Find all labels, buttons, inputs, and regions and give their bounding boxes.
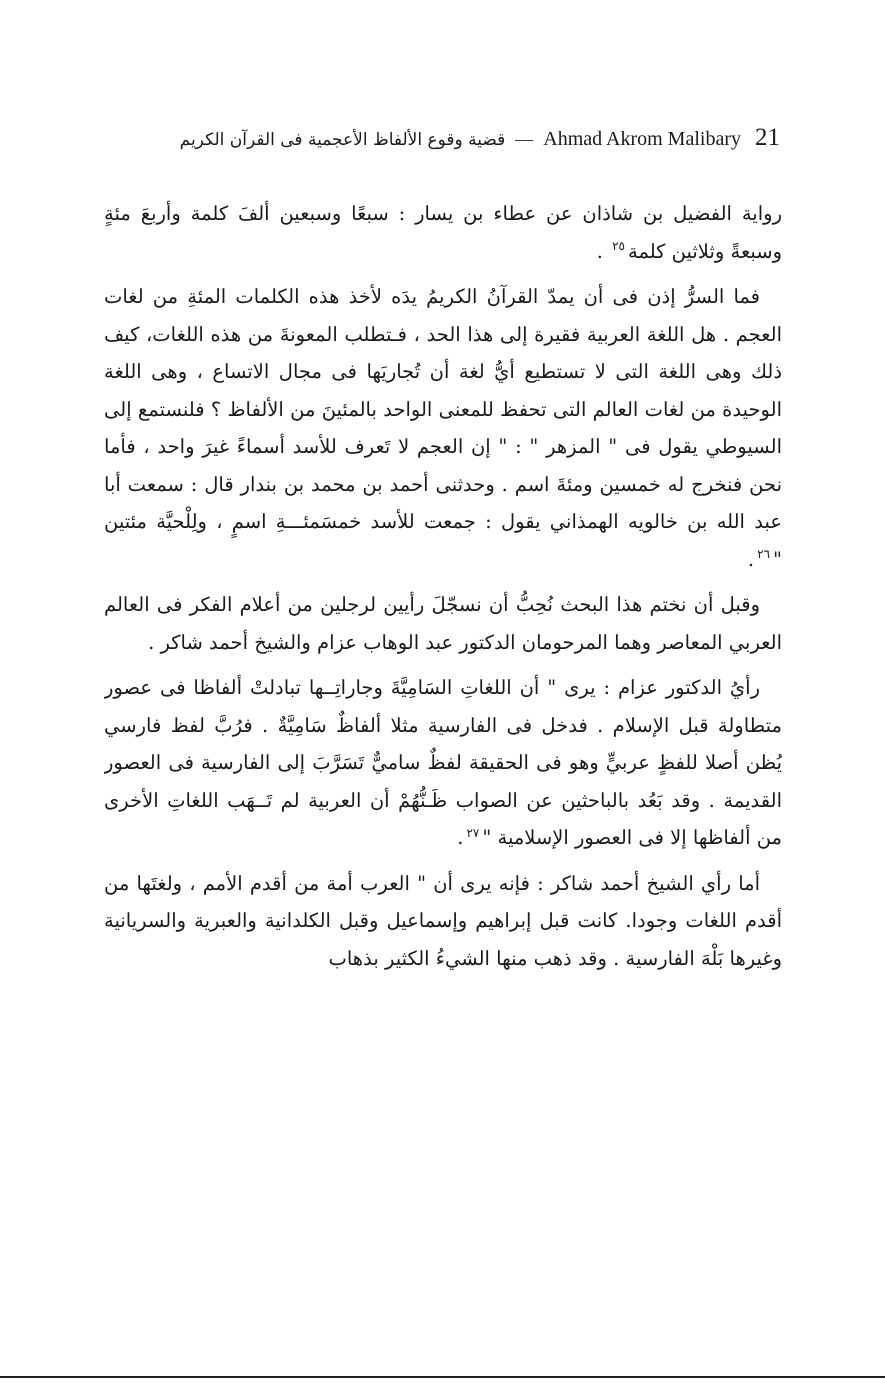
header-separator: — xyxy=(515,129,534,149)
footnote-marker: ٢٥ xyxy=(612,239,625,253)
running-title: قضية وقوع الألفاظ الأعجمية فى القرآن الكريم xyxy=(179,130,506,150)
paragraph-end: . xyxy=(747,547,755,571)
paragraph-4 xyxy=(104,669,782,857)
paragraph-end: . xyxy=(457,826,464,849)
body-text xyxy=(104,195,782,1245)
paragraph-2 xyxy=(104,278,782,578)
running-header xyxy=(0,118,780,158)
running-header-content xyxy=(180,124,780,152)
paragraph-text: رواية الفضيل بن شاذان عن عطاء بن يسار : سبعًا وسبعين ألفَ كلمة وأربعَ مئةٍ وسبعةً وثلاثين كلمة xyxy=(104,202,782,263)
paragraph-text: فما السرُّ إذن فى أن يمدّ القرآنُ الكريمُ يدَه لأخذ هذه الكلمات المئةِ من لغات العجم . هل اللغة العربية فقيرة إلى هذا الحد ، فـتطلب المعونةَ من هذه اللغات، كيف ذلك وهى اللغة التى لا تستطيع أيُّ لغة أن تُجاريَها فى مجال الاتساع ، وهى اللغة الوحيدة من لغات العالم التى تحفظ للمعنى الواحد بالمئينَ من الألفاظ ؟ فلنستمع إلى السيوطي يقول فى " المزهر " : " إن العجم لا تَعرف للأسد أسماءً غيرَ واحد ، فأما نحن فنخرج له خمسين ومئةَ اسم . وحدثنى أحمد بن محمد بن بندار قال : سمعت أبا عبد الله بن خالويه الهمذاني يقول : جمعت للأسد خمسَمئـــةِ اسمٍ ، ولِلْحيَّة مئتين " xyxy=(104,285,782,571)
paragraph-5 xyxy=(104,865,782,978)
paragraph-end: . xyxy=(596,239,610,263)
page-bottom-edge xyxy=(0,1376,885,1378)
paragraph-text: وقبل أن نختم هذا البحث نُحِبُّ أن نسجّلَ رأيين لرجلين من أعلام الفكر فى العالم العربي المعاصر وهما المرحومان الدكتور عبد الوهاب عزام والشيخ أحمد شاكر . xyxy=(104,593,782,654)
paragraph-3 xyxy=(104,586,782,661)
footnote-marker: ٢٦ xyxy=(757,547,771,561)
paragraph-text: رأيُ الدكتور عزام : يرى " أن اللغاتِ السَامِيَّةَ وجاراتِــها تبادلتْ ألفاظا فى عصور متطاولة قبل الإسلام . فدخل فى الفارسية مثلا ألفاظٌ سَامِيَّةٌ . فرُبَّ لفظ فارسي يُظن أصلا للفظٍ عربيٍّ وهو فى الحقيقة لفظٌ ساميٌّ تَسَرَّبَ إلى الفارسية فى العصور القديمة . وقد بَعُد بالباحثين عن الصواب ظَـنُّهُمْ أن العربية لم تَــهَب اللغاتِ الأخرى من ألفاظها إلا فى العصور الإسلامية " xyxy=(104,676,782,849)
paragraph-1 xyxy=(104,195,782,270)
page-number: 21 xyxy=(755,124,780,151)
footnote-marker: ٢٧ xyxy=(466,825,480,840)
author-name: Ahmad Akrom Malibary xyxy=(543,128,741,150)
paragraph-text: أما رأي الشيخ أحمد شاكر : فإنه يرى أن " العرب أمة من أقدم الأمم ، ولغتَها من أقدم اللغات وجودا. كانت قبل إبراهيم وإسماعيل وقبل الكلدانية والعبرية والسريانية وغيرها بَلْهَ الفارسية . وقد ذهب منها الشيءُ الكثير بذهاب xyxy=(104,871,782,970)
